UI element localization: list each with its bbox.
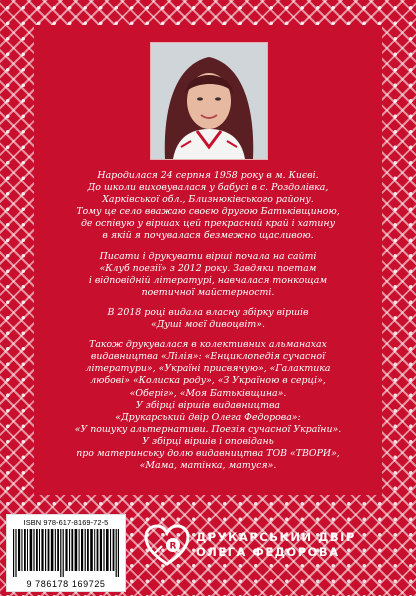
bio-line: У збірці віршів видавництва xyxy=(135,399,281,411)
bio-line: Також друкувалася в колективних альманахах xyxy=(89,339,327,351)
isbn-barcode-block xyxy=(6,514,126,592)
author-biography xyxy=(44,170,372,480)
bio-line: і відповідній літературі, навчалася тонкощам xyxy=(88,274,328,286)
bio-line: в якій я почувалася безмежно щасливою. xyxy=(102,230,314,242)
bio-line: любові» «Колиска роду», «З Україною в серці», xyxy=(90,375,326,387)
bio-line: До школи виховувалася у бабусі в с. Роздолівка, xyxy=(87,182,329,194)
bio-line: «Мама, матінка, матуся». xyxy=(139,460,277,472)
bio-line: «Душі моєї дивоцвіт». xyxy=(151,319,265,331)
bio-line: В 2018 році видала власну збірку віршів xyxy=(107,306,309,318)
bio-line: про материнську долю видавництва ТОВ «ТВОРИ», xyxy=(76,447,340,459)
bio-line: Народилася 24 серпня 1958 року в м. Києві. xyxy=(97,170,319,181)
barcode-digits: 9 786178 169725 xyxy=(26,579,106,589)
publisher-name-line2: ОЛЕГА ФЕДОРОВА xyxy=(196,545,340,559)
publisher-name xyxy=(196,530,356,560)
author-photo xyxy=(150,42,268,160)
bio-line: Харківської обл., Близнюківського району. xyxy=(102,194,314,206)
bio-line: де оспівую у віршах цей прекрасний край і хатину xyxy=(80,218,336,230)
logo-letter: R xyxy=(169,541,177,552)
bio-line: «Клуб поезії» з 2012 року. Завдяки поетам xyxy=(99,262,317,274)
publisher-name-line1: ДРУКАРСЬКИЙ ДВІР xyxy=(196,530,356,544)
isbn-label: ISBN 978-617-8169-72-5 xyxy=(23,518,109,527)
bio-line: «У пошуку альтернативи. Поезія сучасної України». xyxy=(74,423,342,435)
bio-line: Писати і друкувати вірші почала на сайті xyxy=(99,250,317,262)
bio-line: «Друкарський двір Олега Федорова»: xyxy=(115,411,301,423)
bio-paragraph-writing xyxy=(44,251,372,299)
bio-paragraph-birth xyxy=(44,170,372,243)
bio-paragraph-publications xyxy=(44,339,372,472)
publisher-block xyxy=(144,524,406,582)
bio-line: У збірці віршів і оповідань xyxy=(142,435,274,447)
bio-line: поетичної майстерності. xyxy=(141,286,275,298)
barcode-icon xyxy=(13,529,119,577)
bio-line: «Оберіг», «Моя Батьківщина». xyxy=(129,387,287,399)
bio-line: літератури», «Україні присвячую», «Галактика xyxy=(85,363,331,375)
bio-line: Тому це село вважаю своєю другою Батьківщиною, xyxy=(76,206,340,218)
bio-paragraph-collection xyxy=(44,307,372,331)
heart-logo-icon xyxy=(144,524,190,568)
bio-line: видавництва «Лілія»: «Енциклопедія сучасної xyxy=(90,351,326,363)
